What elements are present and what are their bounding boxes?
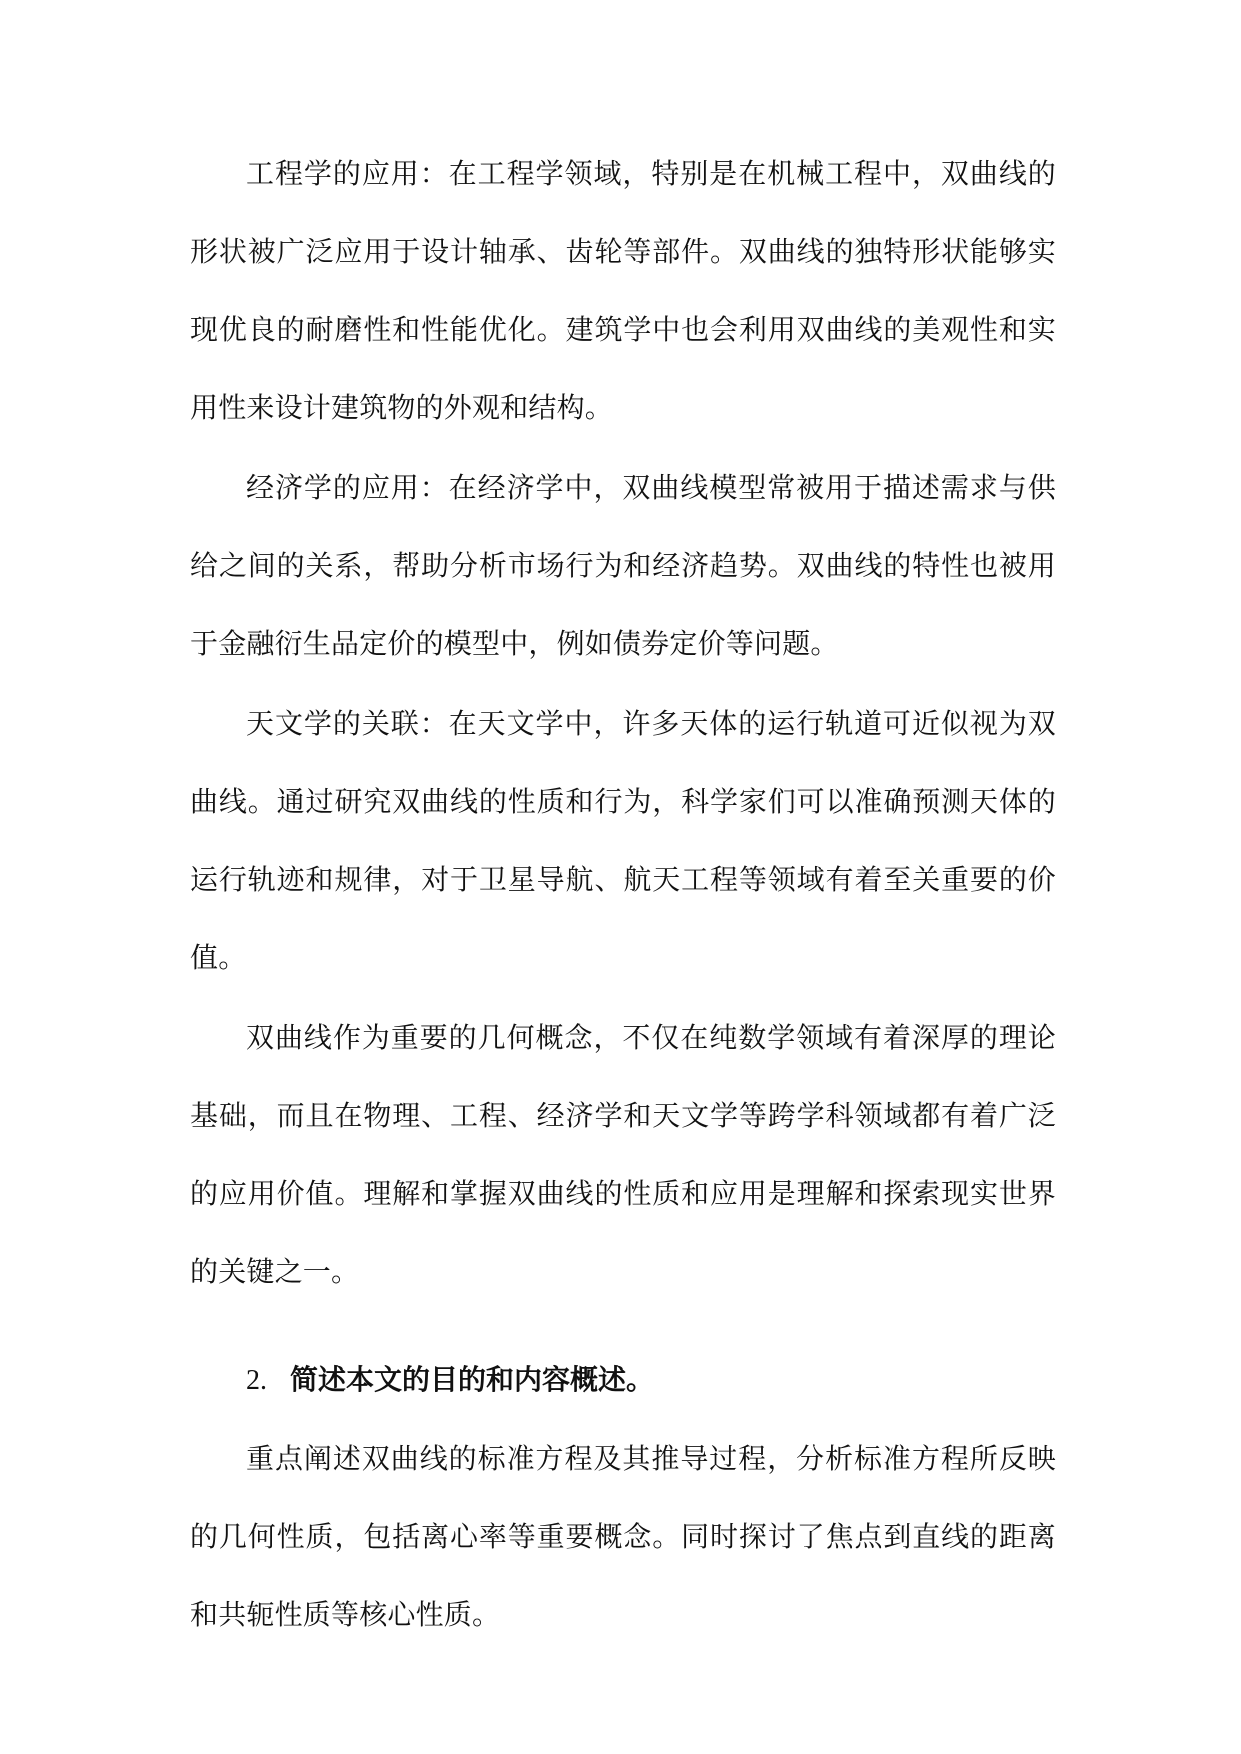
paragraph-summary: 双曲线作为重要的几何概念，不仅在纯数学领域有着深厚的理论基础，而且在物理、工程、经济学和天文学等跨学科领域都有着广泛的应用价值。理解和掌握双曲线的性质和应用是理解和探索现实世界的关键之一。 (190, 1021, 1056, 1288)
section-title: 简述本文的目的和内容概述。 (290, 1363, 655, 1396)
paragraph-astronomy: 天文学的关联：在天文学中，许多天体的运行轨道可近似视为双曲线。通过研究双曲线的性质和行为，科学家们可以准确预测天体的运行轨迹和规律，对于卫星导航、航天工程等领域有着至关重要的价值。 (190, 707, 1056, 974)
section-number: 2. (246, 1365, 267, 1396)
section-heading (190, 1341, 1056, 1420)
document-body (190, 135, 1056, 1656)
paragraph-economics: 经济学的应用：在经济学中，双曲线模型常被用于描述需求与供给之间的关系，帮助分析市场行为和经济趋势。双曲线的特性也被用于金融衍生品定价的模型中，例如债券定价等问题。 (190, 471, 1056, 660)
paragraph-purpose: 重点阐述双曲线的标准方程及其推导过程，分析标准方程所反映的几何性质，包括离心率等重要概念。同时探讨了焦点到直线的距离和共轭性质等核心性质。 (190, 1442, 1056, 1631)
paragraph-engineering: 工程学的应用：在工程学领域，特别是在机械工程中，双曲线的形状被广泛应用于设计轴承、齿轮等部件。双曲线的独特形状能够实现优良的耐磨性和性能优化。建筑学中也会利用双曲线的美观性和实用性来设计建筑物的外观和结构。 (190, 157, 1056, 424)
